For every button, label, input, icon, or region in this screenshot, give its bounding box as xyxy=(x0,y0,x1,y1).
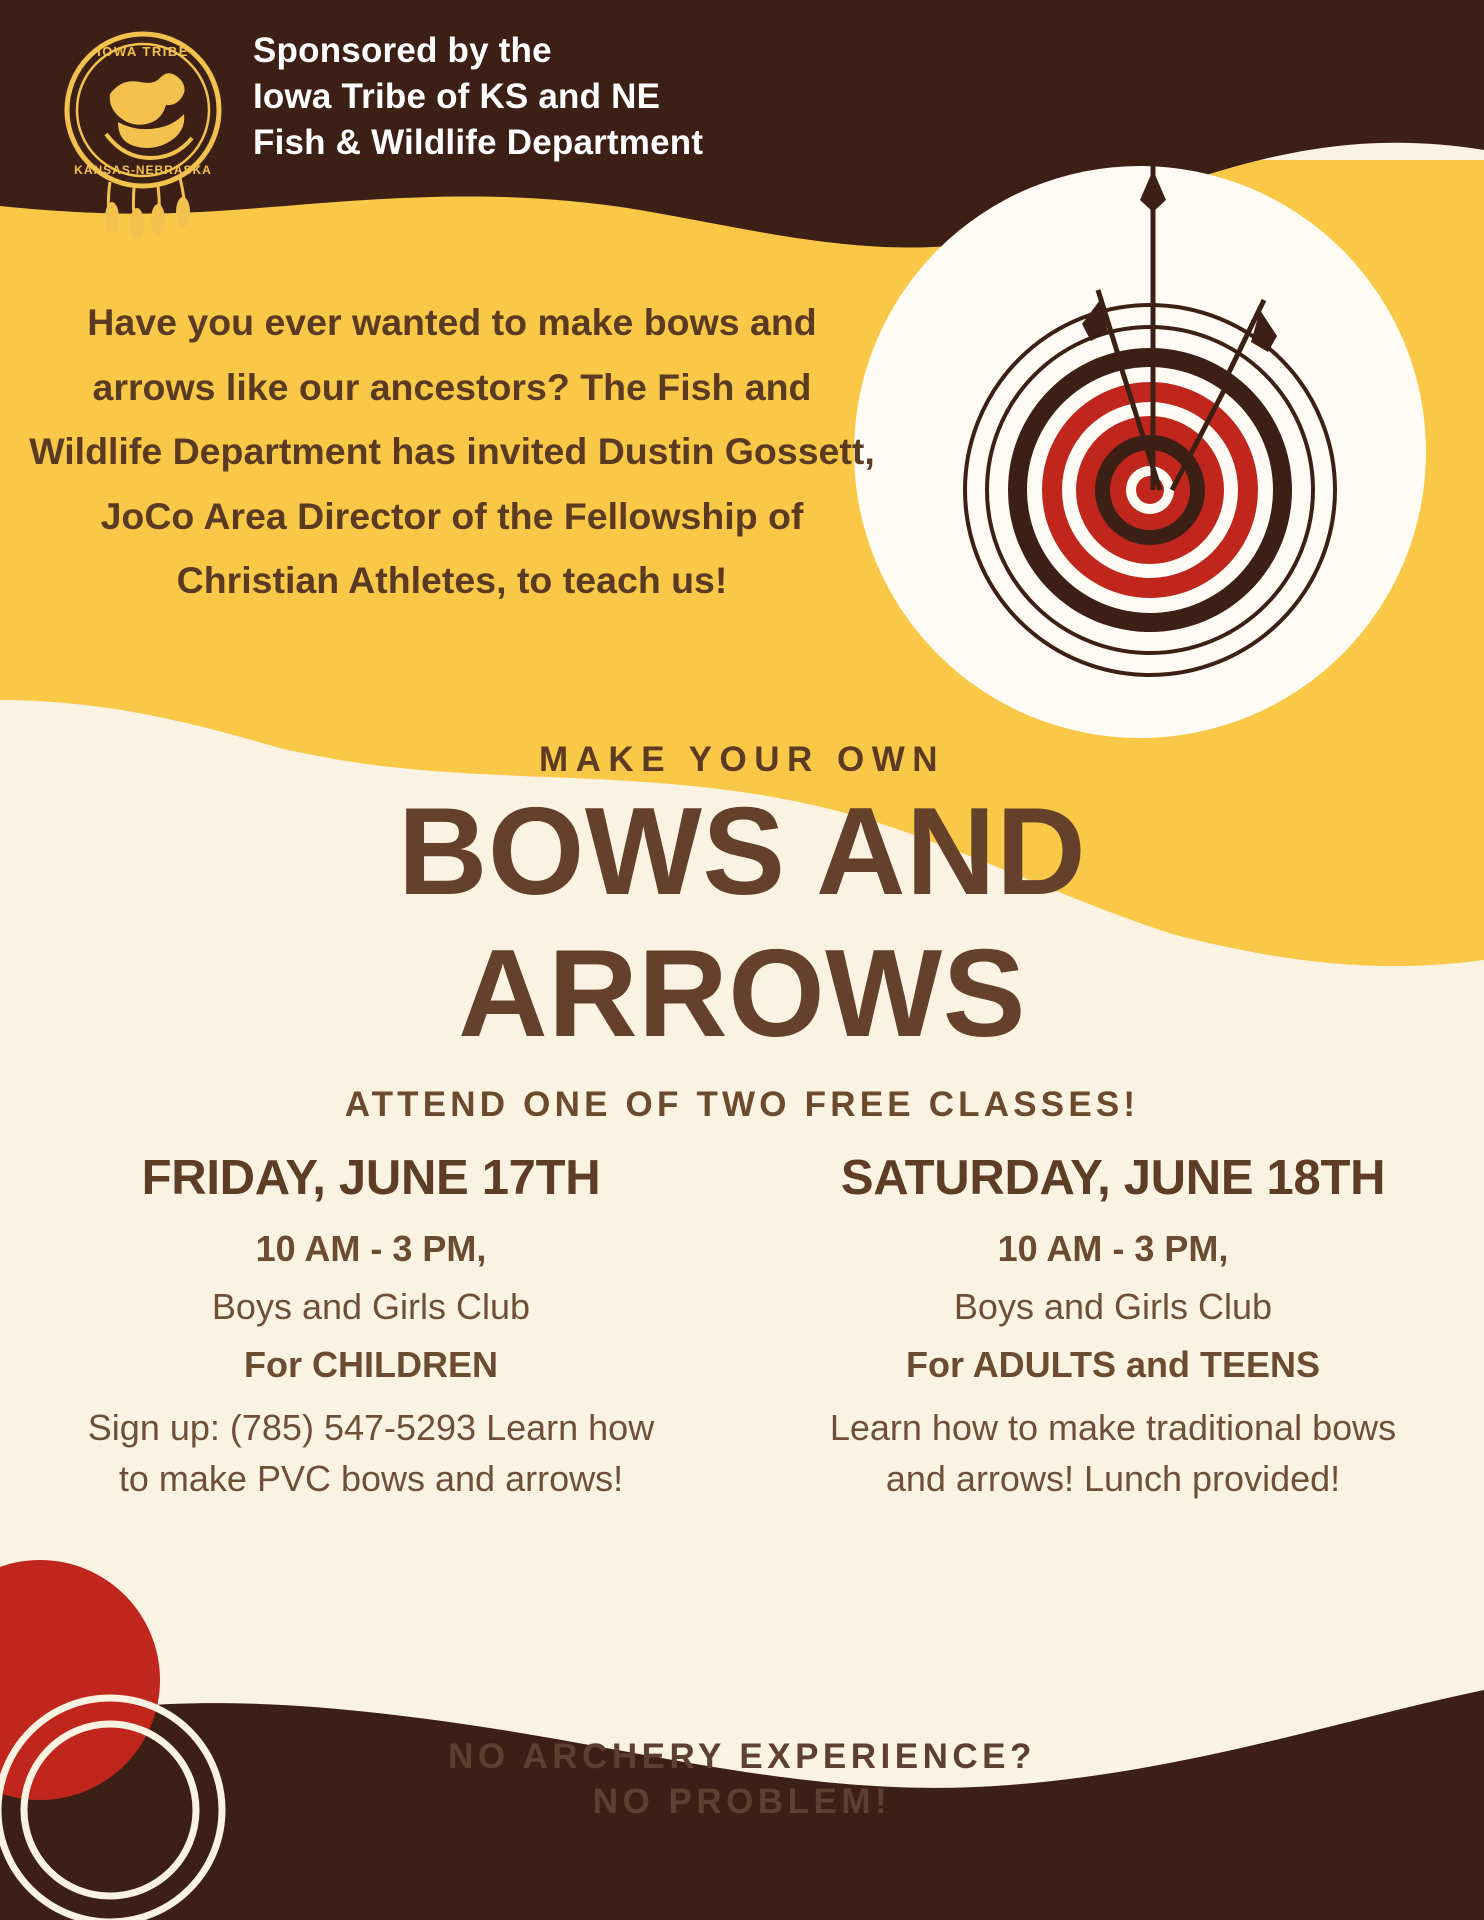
svg-text:KANSAS-NEBRASKA: KANSAS-NEBRASKA xyxy=(74,163,212,177)
class-day: FRIDAY, JUNE 17TH xyxy=(141,1151,601,1205)
archery-target-graphic xyxy=(860,160,1420,760)
sponsor-text xyxy=(253,28,703,167)
footer-line-2: NO PROBLEM! xyxy=(592,1781,892,1821)
footer-text xyxy=(0,1735,1484,1825)
class-detail: Sign up: (785) 547-5293 Learn how to make PVC bows and arrows! xyxy=(87,1407,655,1500)
footer-line-1: NO ARCHERY EXPERIENCE? xyxy=(448,1737,1036,1776)
class-detail: Learn how to make traditional bows and arrows! Lunch provided! xyxy=(829,1407,1397,1500)
class-column-saturday xyxy=(742,1150,1484,1504)
title-line-2: ARROWS xyxy=(458,925,1026,1063)
class-column-friday xyxy=(0,1150,742,1504)
class-columns xyxy=(0,1150,1484,1504)
subkicker-text: ATTEND ONE OF TWO FREE CLASSES! xyxy=(344,1085,1140,1124)
sponsor-line-3: Fish & Wildlife Department xyxy=(253,123,704,163)
class-place: Boys and Girls Club xyxy=(211,1286,531,1327)
intro-paragraph: Have you ever wanted to make bows and arrows like our ancestors? The Fish and Wildlife Department has invited Dustin Gossett, JoCo Area Director of the Fellowship of Christian Athletes, to teach us! xyxy=(29,301,875,601)
class-audience: For ADULTS and TEENS xyxy=(906,1344,1320,1385)
kicker-text: MAKE YOUR OWN xyxy=(538,740,946,779)
class-place: Boys and Girls Club xyxy=(953,1286,1273,1327)
page-title xyxy=(0,783,1484,1063)
class-time: 10 AM - 3 PM, xyxy=(997,1228,1229,1269)
sponsor-line-1: Sponsored by the xyxy=(253,31,552,70)
iowa-tribe-seal-logo xyxy=(48,22,238,252)
class-time: 10 AM - 3 PM, xyxy=(255,1228,487,1269)
sponsor-line-2: Iowa Tribe of KS and NE xyxy=(253,77,661,117)
class-audience: For CHILDREN xyxy=(244,1344,498,1385)
svg-text:IOWA TRIBE: IOWA TRIBE xyxy=(97,44,189,59)
title-line-1: BOWS AND xyxy=(397,783,1087,921)
class-day: SATURDAY, JUNE 18TH xyxy=(840,1151,1386,1205)
